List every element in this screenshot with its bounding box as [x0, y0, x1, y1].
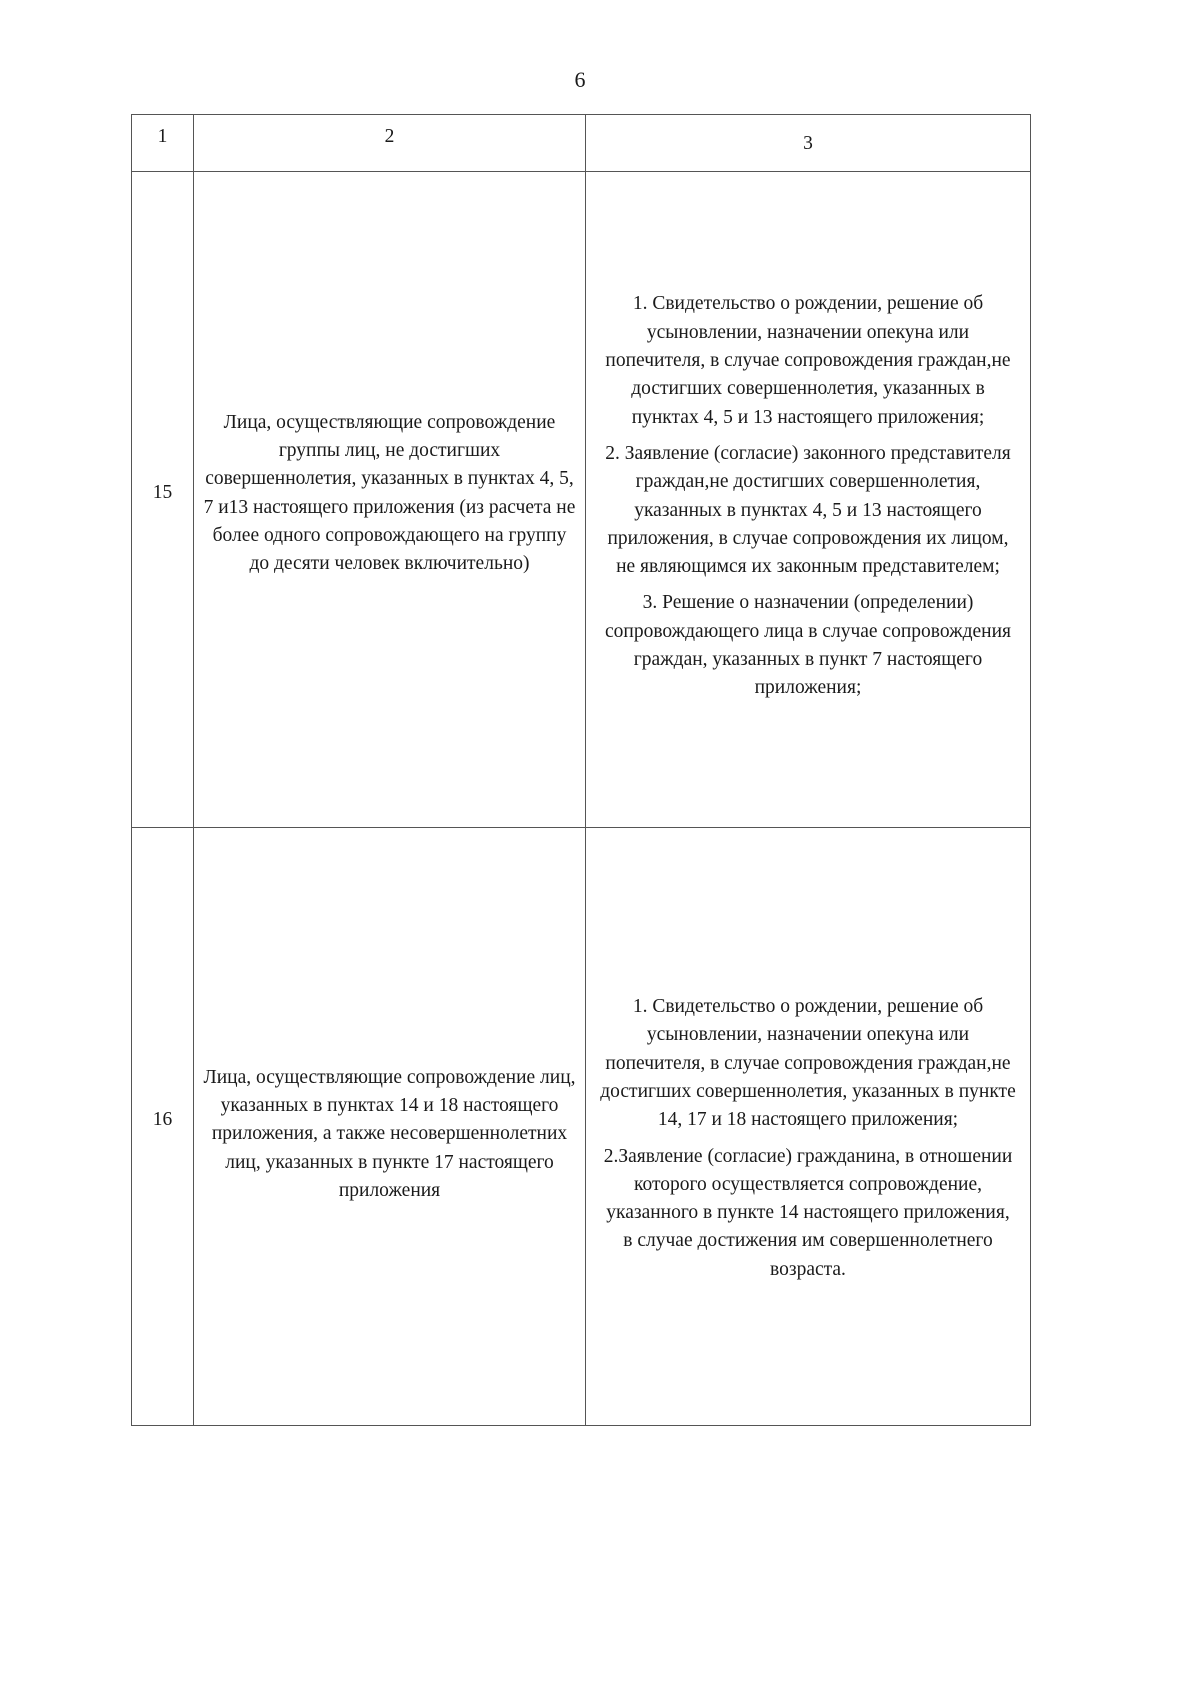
- page-number: 6: [574, 67, 586, 92]
- column-header-1: 1: [132, 115, 194, 172]
- required-documents-cell: [586, 828, 1031, 1426]
- person-category-cell: Лица, осуществляющие сопровождение лиц, указанных в пунктах 14 и 18 настоящего приложения, а также несовершеннолетних лиц, указанных в пункте 17 настоящего приложения: [194, 828, 586, 1426]
- column-header-2: 2: [194, 115, 586, 172]
- document-item: 1. Свидетельство о рождении, решение об усыновлении, назначении опекуна или попечителя, в случае сопровождения граждан,не достигших совершеннолетия, указанных в пункте 14, 17 и 18 настоящего приложения;: [600, 996, 1016, 1131]
- document-item: 2.Заявление (согласие) гражданина, в отношении которого осуществляется сопровождение, указанного в пункте 14 настоящего приложения, в случае достижения им совершеннолетнего возраста.: [603, 1145, 1013, 1280]
- table-header-row: [132, 115, 1031, 172]
- table-row: [132, 172, 1031, 828]
- required-documents-cell: [586, 172, 1031, 828]
- document-item: 2. Заявление (согласие) законного представителя граждан,не достигших совершеннолетия, указанных в пунктах 4, 5 и 13 настоящего приложения, в случае сопровождения их лицом, не являющимся их законным представителем;: [605, 442, 1011, 578]
- row-number-cell: 15: [132, 172, 194, 828]
- row-number-cell: 16: [132, 828, 194, 1426]
- table-row: [132, 828, 1031, 1426]
- column-header-3: 3: [586, 115, 1031, 172]
- documents-table: [131, 114, 1031, 1426]
- document-item: 1. Свидетельство о рождении, решение об усыновлении, назначении опекуна или попечителя, в случае сопровождения граждан,не достигших совершеннолетия, указанных в пунктах 4, 5 и 13 настоящего приложения;: [605, 293, 1011, 428]
- document-item: 3. Решение о назначении (определении) сопровождающего лица в случае сопровождения граждан, указанных в пункт 7 настоящего приложения;: [604, 592, 1011, 699]
- person-category-cell: Лица, осуществляющие сопровождение группы лиц, не достигших совершеннолетия, указанных в пунктах 4, 5, 7 и13 настоящего приложения (из расчета не более одного сопровождающего на группу до десяти человек включительно): [194, 172, 586, 828]
